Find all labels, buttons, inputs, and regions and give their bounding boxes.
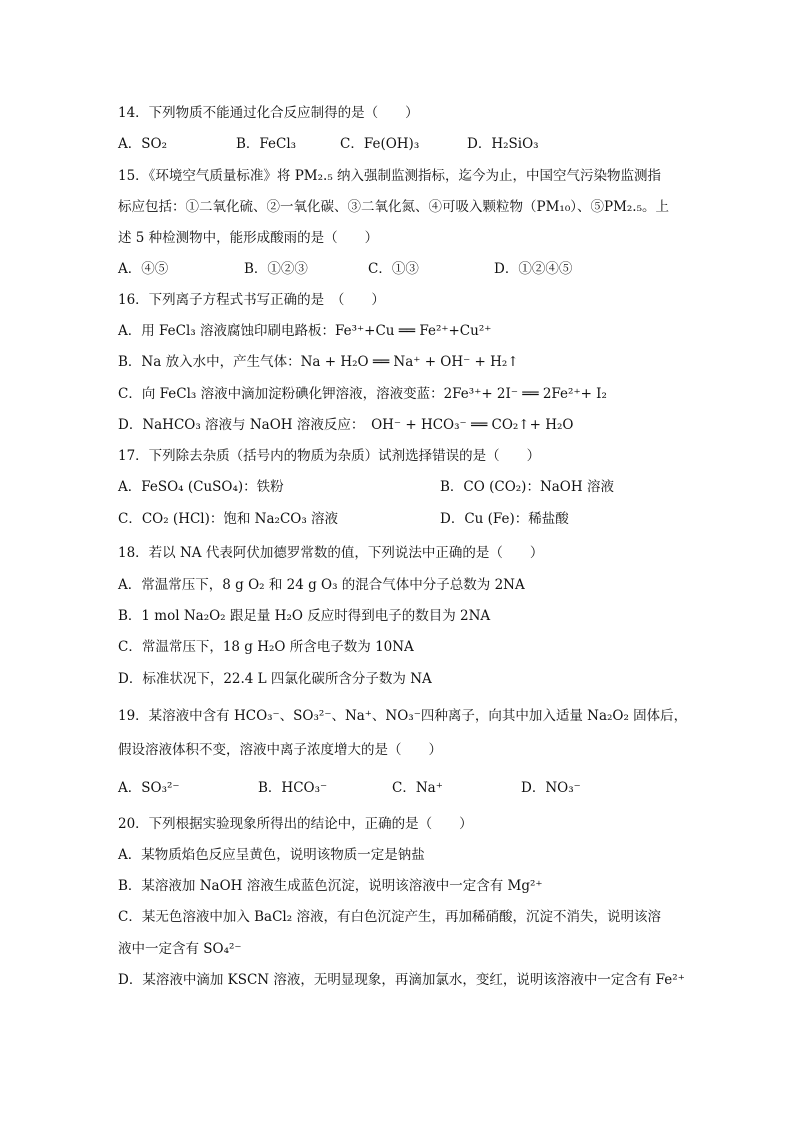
question-20-stem: 20．下列根据实验现象所得出的结论中，正确的是（ ）: [118, 816, 473, 832]
question-15-line-3: 述 5 种检测物中，能形成酸雨的是（ ）: [118, 230, 379, 246]
q20-option-a: A．某物质焰色反应呈黄色，说明该物质一定是钠盐: [118, 847, 425, 863]
question-15-line-1: 15．《环境空气质量标准》将 PM₂.₅ 纳入强制监测指标，迄今为止，中国空气污染物监测指: [118, 168, 662, 184]
q19-option-b: B．HCO₃⁻: [258, 780, 328, 796]
q20-option-b: B．某溶液加 NaOH 溶液生成蓝色沉淀，说明该溶液中一定含有 Mg²⁺: [118, 878, 543, 894]
q17-option-d: D．Cu (Fe)：稀盐酸: [440, 511, 569, 527]
q18-option-a: A．常温常压下，8 g O₂ 和 24 g O₃ 的混合气体中分子总数为 2NA: [118, 577, 525, 593]
q20-option-c-line-2: 液中一定含有 SO₄²⁻: [118, 941, 242, 957]
question-19-line-2: 假设溶液体积不变，溶液中离子浓度增大的是（ ）: [118, 742, 442, 758]
question-17-stem: 17．下列除去杂质（括号内的物质为杂质）试剂选择错误的是（ ）: [118, 448, 541, 464]
question-18-stem: 18．若以 NA 代表阿伏加德罗常数的值，下列说法中正确的是（ ）: [118, 545, 544, 561]
q17-option-b: B．CO (CO₂)：NaOH 溶液: [440, 479, 614, 495]
q15-option-a: A．④⑤: [118, 261, 169, 277]
q15-option-c: C．①③: [368, 261, 419, 277]
q15-option-d: D．①②④⑤: [494, 261, 573, 277]
q14-option-d: D．H₂SiO₃: [467, 136, 539, 152]
q14-option-b: B．FeCl₃: [236, 136, 297, 152]
question-16-stem: 16．下列离子方程式书写正确的是 （ ）: [118, 292, 385, 308]
q20-option-c-line-1: C．某无色溶液中加入 BaCl₂ 溶液，有白色沉淀产生，再加稀硝酸，沉淀不消失，说明该溶: [118, 909, 661, 925]
question-19-line-1: 19．某溶液中含有 HCO₃⁻、SO₃²⁻、Na⁺、NO₃⁻四种离子，向其中加入适量 Na₂O₂ 固体后，: [118, 708, 688, 724]
q15-option-b: B．①②③: [244, 261, 308, 277]
q18-option-d: D．标准状况下，22.4 L 四氯化碳所含分子数为 NA: [118, 671, 432, 687]
q19-option-c: C．Na⁺: [392, 780, 443, 796]
q16-option-c: C．向 FeCl₃ 溶液中滴加淀粉碘化钾溶液，溶液变蓝：2Fe³⁺+ 2I⁻ ══ 2Fe²⁺+ I₂: [118, 386, 607, 402]
q16-option-b: B．Na 放入水中，产生气体：Na + H₂O ══ Na⁺ + OH⁻ + H₂↑: [118, 354, 519, 370]
q17-option-c: C．CO₂ (HCl)：饱和 Na₂CO₃ 溶液: [118, 511, 339, 527]
q20-option-d: D．某溶液中滴加 KSCN 溶液，无明显现象，再滴加氯水，变红，说明该溶液中一定含有 Fe²⁺: [118, 972, 685, 988]
q19-option-d: D．NO₃⁻: [521, 780, 581, 796]
q17-option-a: A．FeSO₄ (CuSO₄)：铁粉: [118, 479, 284, 495]
q14-option-c: C．Fe(OH)₃: [340, 136, 420, 152]
q16-option-a: A．用 FeCl₃ 溶液腐蚀印刷电路板：Fe³⁺+Cu ══ Fe²⁺+Cu²⁺: [118, 323, 492, 339]
q16-option-d: D．NaHCO₃ 溶液与 NaOH 溶液反应： OH⁻ + HCO₃⁻ ══ CO₂↑+ H₂O: [118, 417, 574, 433]
q18-option-b: B．1 mol Na₂O₂ 跟足量 H₂O 反应时得到电子的数目为 2NA: [118, 608, 491, 624]
q19-option-a: A．SO₃²⁻: [118, 780, 180, 796]
q14-option-a: A．SO₂: [118, 136, 167, 152]
question-14-stem: 14．下列物质不能通过化合反应制得的是（ ）: [118, 105, 419, 121]
q18-option-c: C．常温常压下，18 g H₂O 所含电子数为 10NA: [118, 639, 414, 655]
question-15-line-2: 标应包括：①二氧化硫、②一氧化碳、③二氧化氮、④可吸入颗粒物（PM₁₀）、⑤PM₂.₅。上: [118, 199, 670, 215]
